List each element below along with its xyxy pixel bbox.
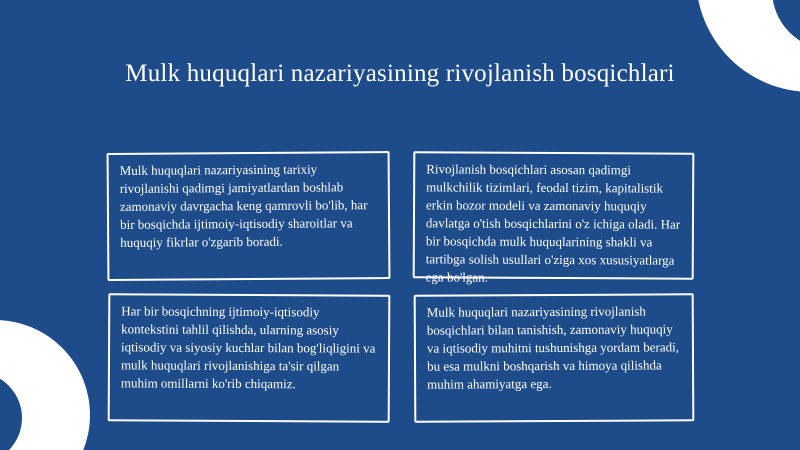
text-card-4 — [414, 293, 695, 422]
card-text: Har bir bosqichning ijtimoiy-iqtisodiy kontekstini tahlil qilishda, ularning asosiy iqtisodiy va siyosiy kuchlar bilan bog'liqligini va mulk huquqlari rivojlanishiga ta'sir qilgan muhim omillarni ko'rib chiqamiz. — [120, 303, 376, 392]
text-card-2 — [413, 151, 695, 285]
card-text: Mulk huquqlari nazariyasining rivojlanish bosqichlari bilan tanishish, zamonaviy huquqiy va iqtisodiy muhitni tushunishga yordam beradi, bu esa mulkni boshqarish va himoya qilishda muhim ahamiyatga ega. — [426, 303, 680, 392]
text-card-1 — [107, 151, 391, 281]
text-card-3 — [108, 293, 391, 422]
slide-title: Mulk huquqlari nazariyasining rivojlanish bosqichlari — [125, 60, 675, 87]
card-text: Rivojlanish bosqichlari asosan qadimgi mulkchilik tizimlari, feodal tizim, kapitalistik erkin bozor modeli va zamonaviy huquqiy davlatga o'tish bosqichlarini o'z ichiga oladi. Har bir bosqichda mulk huquqlarining shakli va tartibga solish usullari o'ziga xos xususiyatlarga ega bo'lgan. — [425, 161, 681, 285]
card-text: Mulk huquqlari nazariyasining tarixiy rivojlanishi qadimgi jamiyatlardan boshlab zamonaviy davrgacha keng qamrovli bo'lib, har bir bosqichda ijtimoiy-iqtisodiy sharoitlar va huquqiy fikrlar o'zgarib boradi. — [119, 161, 368, 250]
